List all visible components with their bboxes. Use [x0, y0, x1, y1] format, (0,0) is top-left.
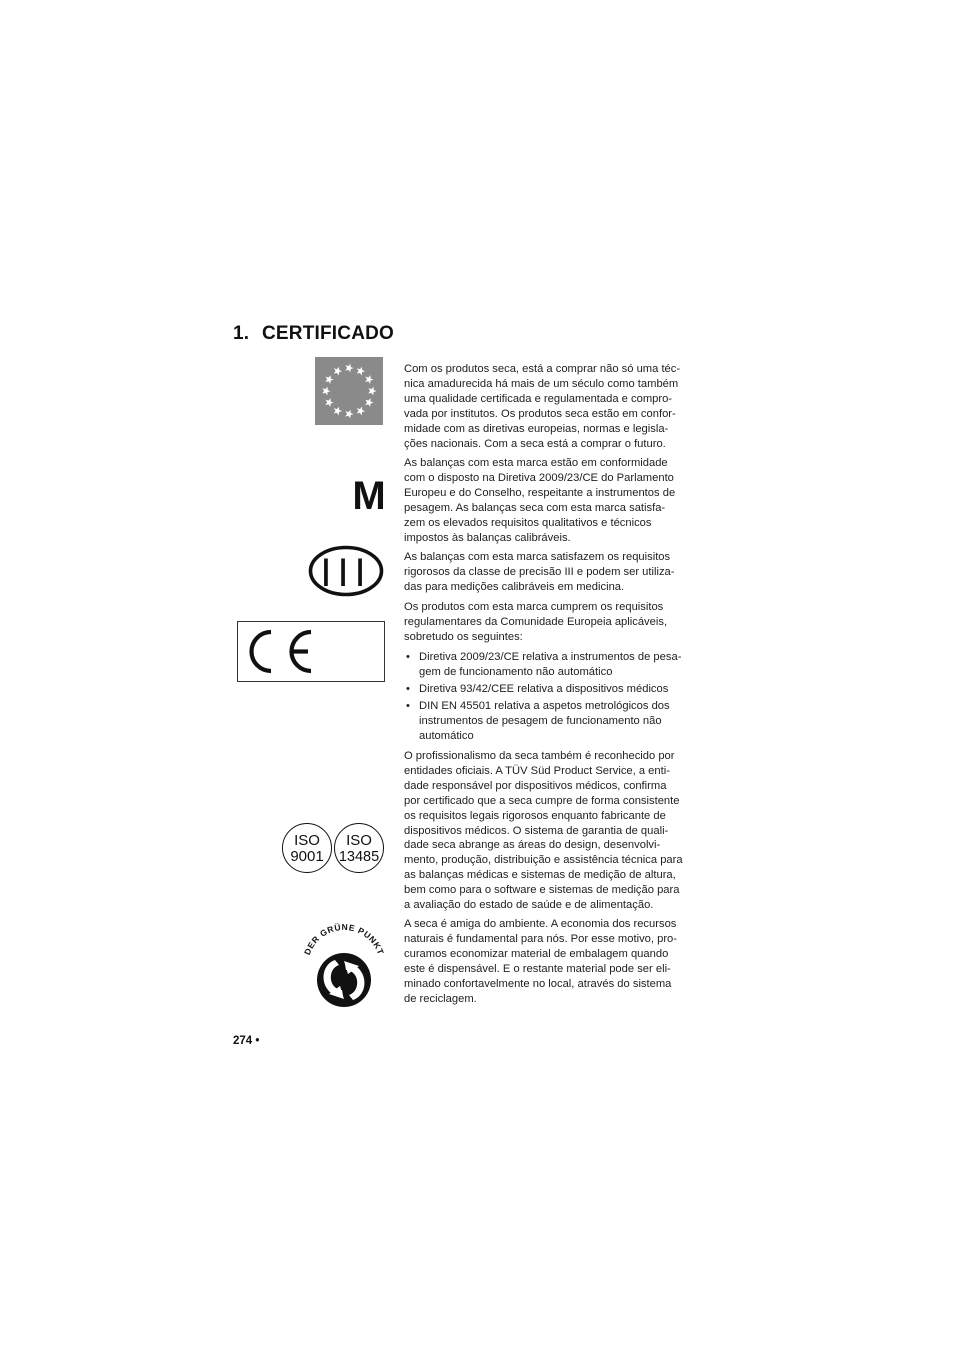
iso-13485-label-bottom: 13485	[338, 849, 380, 865]
page-number: 274 •	[233, 1035, 260, 1047]
m-mark-paragraph	[404, 456, 694, 545]
section-heading	[233, 323, 394, 345]
text-line: Diretiva 93/42/CEE relativa a dispositivos médicos	[419, 683, 669, 695]
metrology-m-letter: M	[352, 478, 386, 512]
text-line: minado confortavelmente no local, através do sistema	[404, 977, 672, 990]
text-line: uma qualidade certificada e regulamentada e compro-	[404, 392, 673, 405]
text-line: O profissionalismo da seca também é reconhecido por	[404, 750, 675, 762]
environment-paragraph	[404, 917, 694, 1006]
iso-paragraph	[404, 749, 694, 913]
text-line: Europeu e do Conselho, respeitante a instrumentos de	[404, 486, 676, 499]
section-number: 1.	[233, 323, 250, 344]
text-line: mento, produção, distribuição e assistência técnica para	[404, 854, 683, 867]
ce-mark-logo	[237, 621, 385, 682]
text-line: regulamentares da Comunidade Europeia aplicáveis,	[404, 615, 668, 628]
iso-9001-label-top: ISO	[294, 832, 320, 849]
section-title: CERTIFICADO	[262, 323, 395, 344]
text-line: com o disposto na Diretiva 2009/23/CE do Parlamento	[404, 471, 674, 484]
text-line: gem de funcionamento não automático	[419, 665, 613, 678]
text-line: As balanças com esta marca estão em conformidade	[404, 457, 668, 469]
text-line: DIN EN 45501 relativa a aspetos metrológicos dos	[419, 700, 670, 712]
text-line: nica amadurecida há mais de um século como também	[404, 377, 679, 390]
text-line: impostos às balanças calibráveis.	[404, 531, 571, 544]
text-line: dade seca abrange as áreas do design, desenvolvi-	[404, 839, 661, 852]
text-line: instrumentos de pesagem de funcionamento não	[419, 714, 662, 727]
text-line: vada por institutos. Os produtos seca estão em confor-	[404, 407, 676, 420]
text-line: Os produtos com esta marca cumprem os requisitos	[404, 601, 664, 613]
text-line: por certificado que a seca cumpre de forma consistente	[404, 794, 680, 807]
iso-13485-label-top: ISO	[346, 832, 372, 849]
text-line: zem os elevados requisitos qualitativos e técnicos	[404, 516, 652, 529]
text-line: Diretiva 2009/23/CE relativa a instrumentos de pesa-	[419, 651, 682, 663]
text-line: de reciclagem.	[404, 992, 477, 1005]
bullet-text	[419, 699, 670, 744]
bullet-dot: •	[406, 683, 410, 695]
text-line: rigorosos da classe de precisão III e podem ser utiliza-	[404, 565, 675, 578]
svg-text:DER GRÜNE PUNKT	[302, 922, 386, 957]
text-line: midade com as diretivas europeias, normas e legisla-	[404, 422, 669, 435]
green-dot-arc-text: DER GRÜNE PUNKT	[301, 921, 387, 957]
iso-9001-label-bottom: 9001	[290, 848, 324, 865]
text-line: este é dispensável. E o restante material pode ser eli-	[404, 962, 671, 975]
intro-paragraph	[404, 362, 694, 451]
bullet-text	[419, 650, 681, 680]
text-line: as balanças médicas e sistemas de medição de altura,	[404, 869, 676, 882]
bullet-dot: •	[406, 651, 410, 663]
ce-mark-paragraph	[404, 600, 694, 645]
text-line: naturais é fundamental para nós. Por esse motivo, pro-	[404, 932, 677, 945]
green-dot-logo	[298, 918, 388, 1012]
class-iii-text: III	[320, 551, 372, 595]
eu-flag-logo	[315, 357, 383, 425]
metrology-m-logo	[351, 478, 387, 512]
text-line: dade responsável por dispositivos médicos, confirma	[404, 779, 667, 792]
text-line: automático	[419, 729, 474, 742]
text-line: os requisitos legais rigorosos enquanto fabricante de	[404, 809, 666, 822]
bullet-text	[419, 682, 668, 697]
iso-13485-badge	[333, 822, 385, 874]
text-line: sobretudo os seguintes:	[404, 630, 523, 643]
text-line: A seca é amiga do ambiente. A economia dos recursos	[404, 918, 677, 930]
text-line: As balanças com esta marca satisfazem os requisitos	[404, 551, 671, 563]
text-line: ções nacionais. Com a seca está a comprar o futuro.	[404, 437, 666, 450]
text-line: Com os produtos seca, está a comprar não só uma téc-	[404, 363, 681, 375]
class-iii-logo	[308, 545, 384, 597]
iso-9001-badge	[281, 822, 333, 874]
text-line: curamos economizar material de embalagem quando	[404, 947, 669, 960]
text-line: das para medições calibráveis em medicina.	[404, 580, 625, 593]
text-line: entidades oficiais. A TÜV Süd Product Service, a enti-	[404, 764, 670, 777]
text-line: dispositivos médicos. O sistema de garantia de quali-	[404, 824, 669, 837]
text-line: bem como para o software e sistemas de medição para	[404, 884, 680, 897]
text-line: a avaliação do estado de saúde e de alimentação.	[404, 899, 654, 912]
bullet-dot: •	[406, 700, 410, 712]
class-iii-paragraph	[404, 550, 694, 595]
text-line: pesagem. As balanças seca com esta marca satisfa-	[404, 501, 666, 514]
